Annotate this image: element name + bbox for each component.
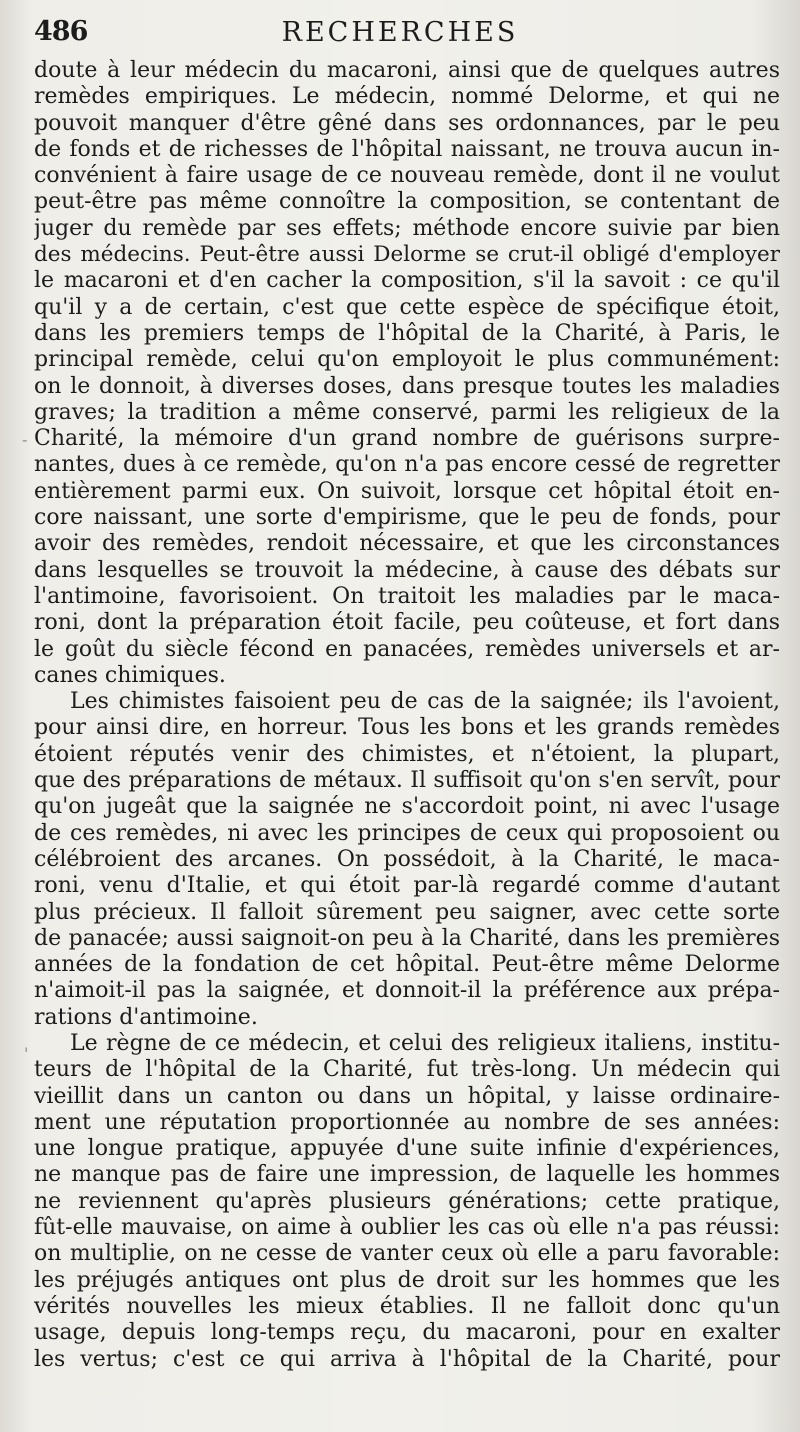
text-line: une longue pratique, appuyée d'une suite infinie d'expériences, (34, 1136, 780, 1162)
running-title: RECHERCHES (281, 17, 519, 48)
body-text (34, 58, 780, 1373)
text-line: core naissant, une sorte d'empirisme, que le peu de fonds, pour (34, 505, 780, 531)
text-line: ne reviennent qu'après plusieurs générations; cette pratique, (34, 1188, 780, 1214)
text-line: les préjugés antiques ont plus de droit sur les hommes que les (34, 1267, 780, 1293)
text-line: Le règne de ce médecin, et celui des religieux italiens, institu- (70, 1030, 780, 1056)
text-line: peut-être pas même connoître la composition, se contentant de (34, 189, 780, 215)
text-line: n'aimoit-il pas la saignée, et donnoit-il la préférence aux prépa- (34, 978, 780, 1004)
text-line: de ces remèdes, ni avec les principes de ceux qui proposoient ou (34, 820, 780, 846)
text-line: avoir des remèdes, rendoit nécessaire, et que les circonstances (34, 531, 780, 557)
text-line: dans les premiers temps de l'hôpital de la Charité, à Paris, le (34, 320, 780, 346)
text-line: pouvoit manquer d'être gêné dans ses ordonnances, par le peu (34, 110, 780, 136)
text-line: de panacée; aussi saignoit-on peu à la Charité, dans les premières (34, 925, 780, 951)
text-line: fût-elle mauvaise, on aime à oublier les cas où elle n'a pas réussi: (34, 1215, 780, 1241)
text-line: Charité, la mémoire d'un grand nombre de guérisons surpre- (34, 426, 780, 452)
text-line: convénient à faire usage de ce nouveau remède, dont il ne voulut (34, 163, 780, 189)
text-line: juger du remède par ses effets; méthode encore suivie par bien (34, 215, 780, 241)
text-line: vieillit dans un canton ou dans un hôpital, y laisse ordinaire- (34, 1083, 780, 1109)
margin-tick-mark: ' (24, 1044, 29, 1063)
text-line: rations d'antimoine. (34, 1004, 258, 1030)
text-line: usage, depuis long-temps reçu, du macaroni, pour en exalter (34, 1320, 780, 1346)
text-line: principal remède, celui qu'on employoit le plus communément: (34, 347, 780, 373)
text-line: ment une réputation proportionnée au nombre de ses années: (34, 1109, 780, 1135)
page-number: 486 (34, 16, 88, 47)
text-line: qu'il y a de certain, c'est que cette espèce de spécifique étoit, (34, 294, 780, 320)
text-line: vérités nouvelles les mieux établies. Il ne falloit donc qu'un (34, 1293, 780, 1319)
text-line: entièrement parmi eux. On suivoit, lorsque cet hôpital étoit en- (34, 478, 780, 504)
margin-dash-mark: - (22, 430, 28, 449)
text-line: canes chimiques. (34, 662, 226, 688)
text-line: ne manque pas de faire une impression, de laquelle les hommes (34, 1162, 780, 1188)
text-line: remèdes empiriques. Le médecin, nommé Delorme, et qui ne (34, 84, 780, 110)
text-line: roni, dont la préparation étoit facile, peu coûteuse, et fort dans (34, 610, 780, 636)
text-line: étoient réputés venir des chimistes, et n'étoient, la plupart, (34, 741, 780, 767)
text-line: nantes, dues à ce remède, qu'on n'a pas encore cessé de regretter (34, 452, 780, 478)
text-line: des médecins. Peut-être aussi Delorme se crut-il obligé d'employer (34, 242, 780, 268)
text-line: pour ainsi dire, en horreur. Tous les bons et les grands remèdes (34, 715, 780, 741)
text-line: on multiplie, on ne cesse de vanter ceux où elle a paru favorable: (34, 1241, 780, 1267)
text-line: célébroient des arcanes. On possédoit, à la Charité, le maca- (34, 846, 780, 872)
text-line: teurs de l'hôpital de la Charité, fut très-long. Un médecin qui (34, 1057, 780, 1083)
text-line: le goût du siècle fécond en panacées, remèdes universels et ar- (34, 636, 780, 662)
text-line: plus précieux. Il falloit sûrement peu saigner, avec cette sorte (34, 899, 780, 925)
text-line: années de la fondation de cet hôpital. Peut-être même Delorme (34, 952, 780, 978)
text-line: Les chimistes faisoient peu de cas de la saignée; ils l'avoient, (70, 689, 780, 715)
text-line: on le donnoit, à diverses doses, dans presque toutes les maladies (34, 373, 780, 399)
text-line: que des préparations de métaux. Il suffisoit qu'on s'en servît, pour (34, 768, 780, 794)
text-line: les vertus; c'est ce qui arriva à l'hôpital de la Charité, pour (34, 1346, 780, 1372)
text-line: graves; la tradition a même conservé, parmi les religieux de la (34, 399, 780, 425)
page-header (34, 16, 766, 54)
text-line: le macaroni et d'en cacher la composition, s'il la savoit : ce qu'il (34, 268, 780, 294)
text-line: dans lesquelles se trouvoit la médecine, à cause des débats sur (34, 557, 780, 583)
text-line: de fonds et de richesses de l'hôpital naissant, ne trouva aucun in- (34, 136, 780, 162)
text-line: qu'on jugeât que la saignée ne s'accordoit point, ni avec l'usage (34, 794, 780, 820)
text-line: l'antimoine, favorisoient. On traitoit les maladies par le maca- (34, 583, 780, 609)
text-line: roni, venu d'Italie, et qui étoit par-là regardé comme d'autant (34, 873, 780, 899)
text-line: doute à leur médecin du macaroni, ainsi que de quelques autres (34, 58, 780, 83)
